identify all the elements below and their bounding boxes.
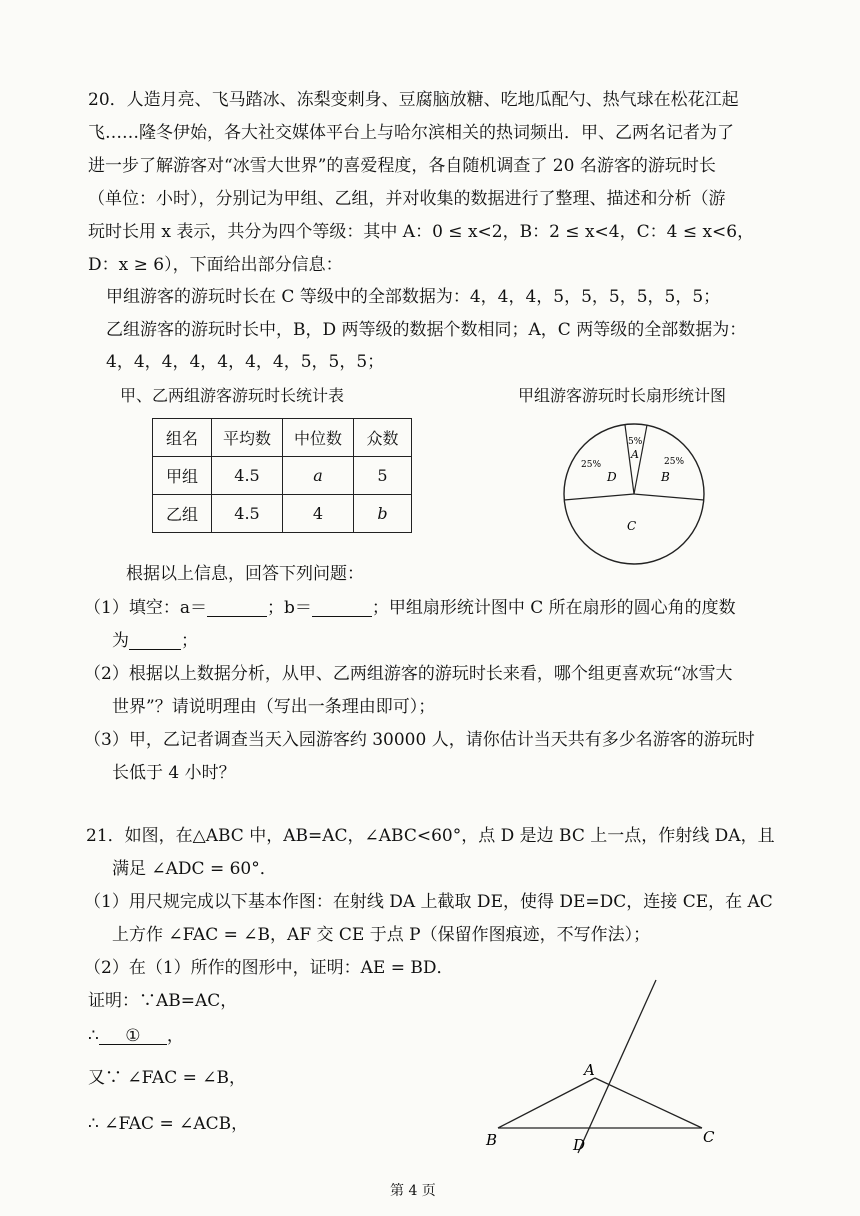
proof-line-1: 证明：∵AB=AC，: [88, 991, 238, 1011]
proof-line-4: ∴ ∠FAC = ∠ACB，: [88, 1114, 249, 1134]
pie-pct-b: 25%: [664, 457, 685, 467]
q20-part1: [84, 600, 736, 617]
table-title: 甲、乙两组游客游玩时长统计表: [120, 386, 345, 405]
table-header-row: [153, 419, 412, 457]
table-cell: b: [354, 495, 412, 533]
q21-part1-b: 上方作 ∠FAC = ∠B，AF 交 CE 于点 P（保留作图痕迹，不写作法）；: [112, 925, 651, 945]
q20-part1-e: ；: [181, 631, 198, 651]
q20-info-1: 甲组游客的游玩时长在 C 等级中的全部数据为：4，4，4，5，5，5，5，5，5；: [106, 287, 721, 307]
pie-label-c: C: [627, 519, 637, 533]
blank-marker: ①: [125, 1026, 141, 1046]
table-header: 平均数: [212, 419, 283, 457]
table-cell: 甲组: [153, 457, 212, 495]
proof-line-2: [88, 1028, 184, 1045]
q21-part1-a: （1）用尺规完成以下基本作图：在射线 DA 上截取 DE，使得 DE=DC，连接 CE，在 AC: [84, 892, 773, 912]
q20-line-3: 进一步了解游客对“冰雪大世界”的喜爱程度，各自随机调查了 20 名游客的游玩时长: [88, 156, 716, 176]
q21-part2: （2）在（1）所作的图形中，证明：AE = BD．: [84, 958, 454, 978]
side-ab: [498, 1078, 595, 1128]
q20-line-2: 飞……隆冬伊始，各大社交媒体平台上与哈尔滨相关的热词频出．甲、乙两名记者为了: [88, 123, 734, 143]
triangle-figure: [480, 975, 730, 1160]
stats-table: [152, 418, 412, 533]
q20-info-2: 乙组游客的游玩时长中，B，D 两等级的数据个数相同；A，C 两等级的全部数据为：: [106, 320, 747, 340]
point-d-label: D: [573, 1136, 586, 1154]
page-number: 第 4 页: [390, 1183, 436, 1199]
pie-label-a: A: [631, 448, 639, 461]
pie-divider: [564, 494, 634, 500]
q20-line-6: D：x ≥ 6），下面给出部分信息：: [88, 255, 343, 275]
table-cell: a: [283, 457, 354, 495]
answer-blank-b[interactable]: [312, 600, 372, 617]
q20-info-3: 4，4，4，4，4，4，4，5，5，5；: [106, 352, 385, 372]
q20-line-1: 20．人造月亮、飞马踏冰、冻梨变刺身、豆腐脑放糖、吃地瓜配勺、热气球在松花江起: [88, 90, 739, 110]
table-row: [153, 495, 412, 533]
table-cell: 乙组: [153, 495, 212, 533]
proof-therefore: ∴: [88, 1026, 99, 1046]
answer-blank-angle[interactable]: [129, 633, 181, 650]
q21-line-2: 满足 ∠ADC = 60°．: [112, 859, 277, 879]
pie-pct-d: 25%: [581, 460, 602, 470]
q20-part1-b: ；b＝: [266, 598, 312, 618]
prompt-text: 根据以上信息，回答下列问题：: [126, 564, 364, 584]
answer-blank-1[interactable]: [99, 1028, 167, 1045]
proof-comma: ，: [166, 1026, 184, 1046]
q20-part1-cont: [112, 633, 198, 650]
point-c-label: C: [703, 1128, 715, 1146]
q20-part2-b: 世界”？请说明理由（写出一条理由即可）；: [112, 697, 436, 717]
q20-line-4: （单位：小时），分别记为甲组、乙组，并对收集的数据进行了整理、描述和分析（游: [88, 189, 726, 209]
table-row: [153, 457, 412, 495]
table-cell: 4: [283, 495, 354, 533]
table-header: 组名: [153, 419, 212, 457]
pie-divider: [634, 494, 704, 500]
side-ac: [595, 1078, 702, 1128]
q20-part1-c: ；甲组扇形统计图中 C 所在扇形的圆心角的度数: [371, 598, 736, 618]
point-a-label: A: [584, 1061, 595, 1079]
table-header: 中位数: [283, 419, 354, 457]
q21-line-1: 21．如图，在△ABC 中，AB=AC，∠ABC<60°，点 D 是边 BC 上一点，作射线 DA，且: [86, 826, 775, 846]
proof-line-3: 又∵ ∠FAC = ∠B，: [88, 1068, 247, 1088]
point-b-label: B: [486, 1131, 498, 1149]
table-cell: 4.5: [212, 495, 283, 533]
q20-part2-a: （2）根据以上数据分析，从甲、乙两组游客的游玩时长来看，哪个组更喜欢玩“冰雪大: [84, 664, 733, 684]
q20-part1-d: 为: [112, 631, 129, 651]
answer-blank-a[interactable]: [207, 600, 267, 617]
table-cell: 4.5: [212, 457, 283, 495]
q20-part3-b: 长低于 4 小时？: [112, 763, 236, 783]
pie-title: 甲组游客游玩时长扇形统计图: [518, 386, 727, 405]
q20-line-5: 玩时长用 x 表示，共分为四个等级：其中 A：0 ≤ x<2，B：2 ≤ x<4，C：4 ≤ x<6，: [88, 222, 755, 242]
pie-label-d: D: [607, 470, 617, 484]
q20-part3-a: （3）甲，乙记者调查当天入园游客约 30000 人，请你估计当天共有多少名游客的游玩时: [84, 730, 755, 750]
pie-chart: [560, 420, 710, 570]
pie-label-b: B: [661, 470, 670, 484]
table-header: 众数: [354, 419, 412, 457]
table-cell: 5: [354, 457, 412, 495]
pie-pct-a: 5%: [628, 437, 643, 447]
q20-part1-a: （1）填空：a＝: [84, 598, 207, 618]
